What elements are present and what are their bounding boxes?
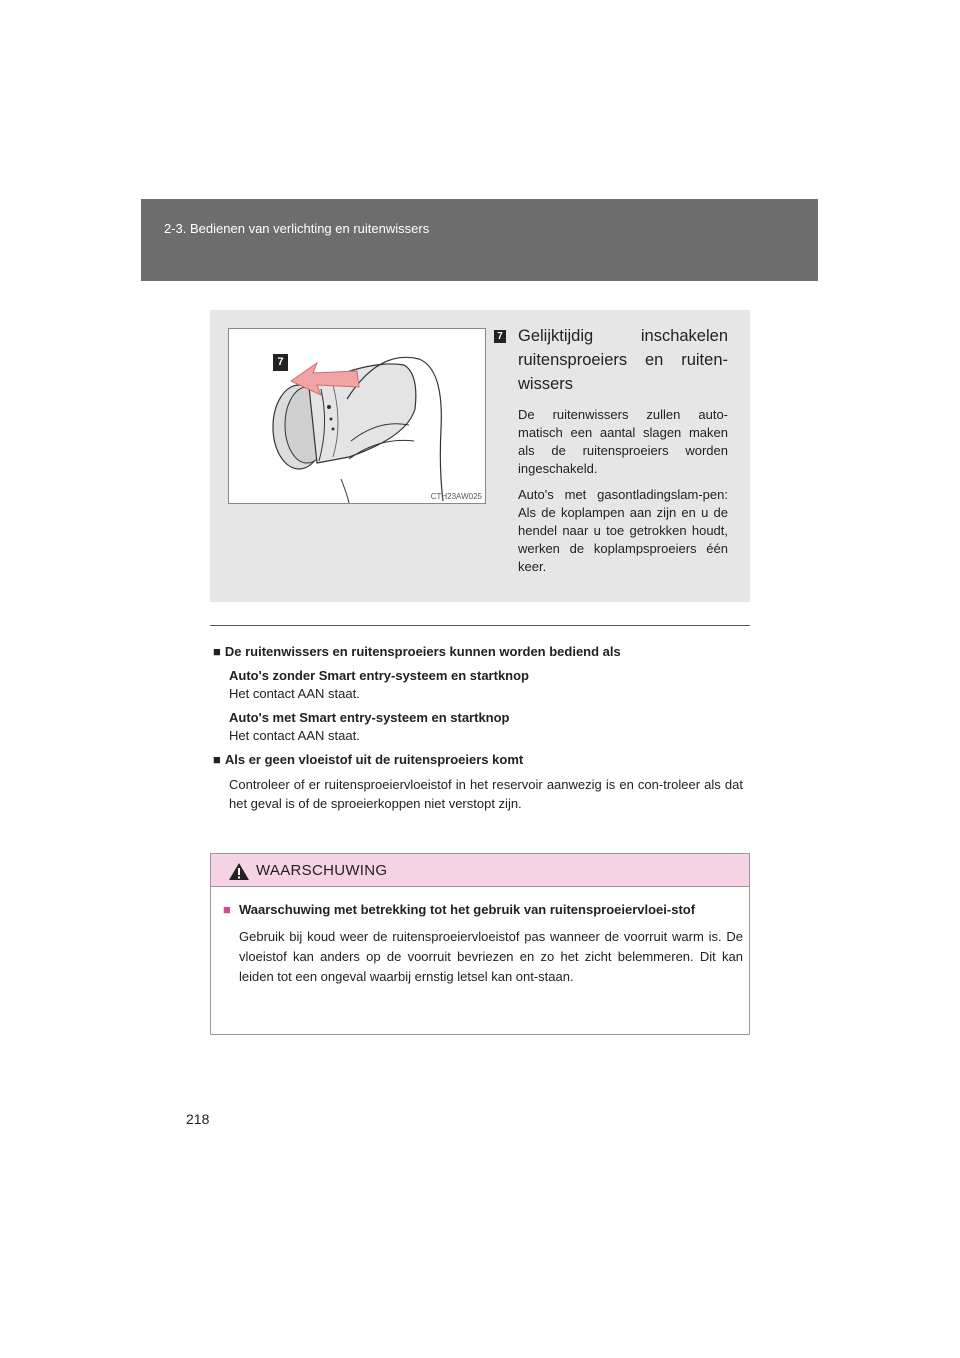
warning-bullet-square-icon: ■ (223, 902, 231, 917)
instruction-panel (210, 310, 750, 602)
warning-heading (223, 900, 743, 919)
warning-heading-text: Waarschuwing met betrekking tot het gebruik van ruitensproeiervloei-stof (239, 902, 696, 917)
figure-code: CTH23AW025 (430, 492, 482, 501)
warning-header (211, 854, 749, 887)
wiper-lever-illustration (228, 328, 486, 504)
step-title (518, 324, 728, 396)
bullet-square-icon: ■ (213, 644, 221, 659)
note-sub-text-2: Het contact AAN staat. (229, 728, 360, 743)
page-number: 218 (186, 1111, 210, 1127)
figure-callout-number: 7 (277, 356, 284, 368)
note-heading-2 (213, 751, 743, 769)
note-heading-1 (213, 643, 743, 661)
step-description (494, 324, 728, 584)
warning-body: Gebruik bij koud weer de ruitensproeiervloeistof pas wanneer de voorruit warm is. De vloeistof kan anders op de voorruit bevriezen en zo het zicht belemmeren. Dit kan leiden tot een ongeval waarbij ernstig letsel kan ont-staan. (239, 929, 743, 984)
step-title-line1: Gelijktijdig inschakelen (518, 327, 728, 345)
warning-content (223, 900, 743, 987)
section-header-bar (141, 199, 818, 281)
section-title: 2-3. Bedienen van verlichting en ruitenwissers (164, 221, 430, 236)
warning-title: WAARSCHUWING (256, 862, 388, 879)
note-sub-label-1: Auto's zonder Smart entry-systeem en startknop (229, 668, 529, 683)
notes-section (213, 643, 743, 819)
step-title-rest: ruitensproeiers en ruiten-wissers (518, 351, 728, 393)
step-number-badge: 7 (494, 330, 506, 343)
note-sub-text-1: Het contact AAN staat. (229, 686, 360, 701)
note-heading-1-text: De ruitenwissers en ruitensproeiers kunnen worden bediend als (224, 644, 621, 659)
section-divider (210, 625, 750, 626)
step-paragraph-2: Auto's met gasontladingslam-pen: Als de koplampen aan zijn en u de hendel naar u toe getrokken houdt, werken de koplampsproeiers één keer. (518, 487, 728, 574)
note-sub-label-2: Auto's met Smart entry-systeem en startknop (229, 710, 510, 725)
lever-drawing (229, 329, 485, 503)
note-heading-2-text: Als er geen vloeistof uit de ruitensproeiers komt (224, 752, 524, 767)
warning-triangle-icon (228, 862, 250, 881)
note-body-2: Controleer of er ruitensproeiervloeistof in het reservoir aanwezig is en con-troleer als dat het geval is of de sproeierkoppen niet verstopt zijn. (229, 777, 743, 811)
bullet-square-icon: ■ (213, 752, 221, 767)
step-paragraph-1: De ruitenwissers zullen auto-matisch een aantal slagen maken als de ruitensproeiers worden ingeschakeld. (518, 407, 728, 476)
warning-box (210, 853, 750, 1035)
